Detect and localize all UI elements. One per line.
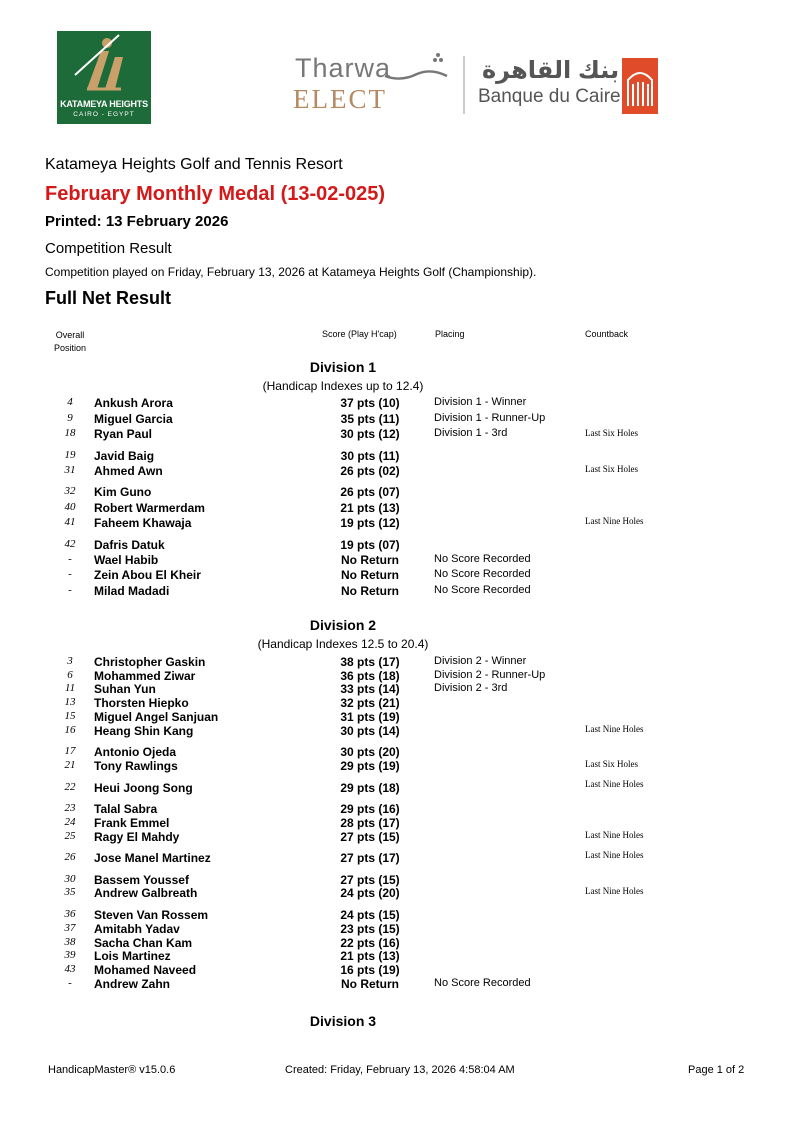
score: 21 pts (13) xyxy=(340,501,400,515)
overall-position: 24 xyxy=(64,816,76,828)
countback: Last Six Holes xyxy=(585,428,638,438)
overall-position: 35 xyxy=(64,886,76,898)
result-row xyxy=(0,873,794,887)
player-name: Lois Martinez xyxy=(94,949,171,963)
overall-position: 17 xyxy=(64,745,76,757)
result-row xyxy=(0,669,794,683)
score: 30 pts (12) xyxy=(340,427,400,441)
result-row xyxy=(0,949,794,963)
overall-position: 6 xyxy=(67,669,73,681)
column-header-countback: Countback xyxy=(585,329,629,339)
overall-position: 36 xyxy=(64,908,76,920)
overall-position: 19 xyxy=(64,449,76,461)
score: 24 pts (20) xyxy=(340,886,400,900)
katameya-name: KATAMEYA HEIGHTS xyxy=(60,99,148,109)
tharwa-arabic-mark-icon xyxy=(381,52,451,84)
result-row xyxy=(0,485,794,499)
player-name: Mohammed Ziwar xyxy=(94,669,196,683)
overall-position: 40 xyxy=(64,501,76,513)
overall-position: - xyxy=(68,977,72,989)
overall-position: 41 xyxy=(64,516,76,528)
score: 27 pts (15) xyxy=(340,873,400,887)
player-name: Ahmed Awn xyxy=(94,464,163,478)
player-name: Amitabh Yadav xyxy=(94,922,180,936)
score: 28 pts (17) xyxy=(340,816,400,830)
score: 23 pts (15) xyxy=(340,922,400,936)
score: 29 pts (18) xyxy=(340,781,400,795)
result-row xyxy=(0,851,794,865)
result-row xyxy=(0,655,794,669)
overall-position: 23 xyxy=(64,802,76,814)
score: 33 pts (14) xyxy=(340,682,400,696)
score: 16 pts (19) xyxy=(340,963,400,977)
result-row xyxy=(0,538,794,552)
result-row xyxy=(0,886,794,900)
result-row xyxy=(0,516,794,530)
player-name: Bassem Youssef xyxy=(94,873,189,887)
overall-position: 37 xyxy=(64,922,76,934)
overall-position: 30 xyxy=(64,873,76,885)
overall-position: 15 xyxy=(64,710,76,722)
player-name: Ankush Arora xyxy=(94,396,173,410)
player-name: Milad Madadi xyxy=(94,584,170,598)
overall-position: 13 xyxy=(64,696,76,708)
result-row xyxy=(0,830,794,844)
overall-position: - xyxy=(68,553,72,565)
score: 35 pts (11) xyxy=(340,412,400,426)
score: No Return xyxy=(341,977,399,991)
countback: Last Six Holes xyxy=(585,464,638,474)
score: No Return xyxy=(341,568,399,582)
score: 27 pts (15) xyxy=(340,830,400,844)
logo-divider xyxy=(463,56,465,114)
overall-position: 18 xyxy=(64,427,76,439)
division-title: Division 2 xyxy=(309,617,377,633)
score: 30 pts (11) xyxy=(340,449,400,463)
score: 29 pts (19) xyxy=(340,759,400,773)
player-name: Ryan Paul xyxy=(94,427,153,441)
player-name: Frank Emmel xyxy=(94,816,170,830)
score: 30 pts (14) xyxy=(340,724,400,738)
player-name: Mohamed Naveed xyxy=(94,963,197,977)
result-row xyxy=(0,501,794,515)
score: 27 pts (17) xyxy=(340,851,400,865)
result-row xyxy=(0,745,794,759)
countback: Last Six Holes xyxy=(585,759,638,769)
player-name: Heang Shin Kang xyxy=(94,724,194,738)
result-row xyxy=(0,553,794,567)
placing: Division 1 - Winner xyxy=(434,396,527,408)
countback: Last Nine Holes xyxy=(585,830,644,840)
division-subtitle: (Handicap Indexes up to 12.4) xyxy=(262,379,424,393)
tharwa-line2: ELECT xyxy=(293,84,387,114)
competition-played-info: Competition played on Friday, February 13, 2026 at Katameya Heights Golf (Championship). xyxy=(45,265,537,279)
result-row xyxy=(0,449,794,463)
score: 26 pts (07) xyxy=(340,485,400,499)
player-name: Andrew Zahn xyxy=(94,977,171,991)
result-row xyxy=(0,816,794,830)
overall-position: 38 xyxy=(64,936,76,948)
result-row xyxy=(0,682,794,696)
tharwa-line1: Tharwa xyxy=(295,53,392,83)
bank-arabic-name: بنك القاهرة xyxy=(482,57,620,84)
result-row xyxy=(0,412,794,426)
footer-page-number: Page 1 of 2 xyxy=(688,1064,745,1076)
footer-software: HandicapMaster® v15.0.6 xyxy=(48,1064,176,1076)
overall-position: 25 xyxy=(64,830,76,842)
column-header-score: Score (Play H'cap) xyxy=(322,329,397,339)
section-title: Full Net Result xyxy=(45,288,172,308)
player-name: Dafris Datuk xyxy=(94,538,165,552)
player-name: Wael Habib xyxy=(94,553,159,567)
result-row xyxy=(0,977,794,991)
placing: Division 1 - Runner-Up xyxy=(434,412,546,424)
player-name: Antonio Ojeda xyxy=(94,745,176,759)
result-row xyxy=(0,759,794,773)
division-subtitle: (Handicap Indexes 12.5 to 20.4) xyxy=(257,637,429,651)
printed-date: Printed: 13 February 2026 xyxy=(45,213,229,230)
result-row xyxy=(0,710,794,724)
score: 26 pts (02) xyxy=(340,464,400,478)
countback: Last Nine Holes xyxy=(585,779,644,789)
player-name: Jose Manel Martinez xyxy=(94,851,211,865)
countback: Last Nine Holes xyxy=(585,850,644,860)
result-row xyxy=(0,922,794,936)
placing: No Score Recorded xyxy=(434,584,531,596)
player-name: Tony Rawlings xyxy=(94,759,178,773)
player-name: Miguel Angel Sanjuan xyxy=(94,710,219,724)
overall-position: 11 xyxy=(64,682,76,694)
overall-position: 43 xyxy=(64,963,76,975)
score: 24 pts (15) xyxy=(340,908,400,922)
score: 19 pts (12) xyxy=(340,516,400,530)
overall-position: 9 xyxy=(67,412,73,424)
result-row xyxy=(0,802,794,816)
player-name: Miguel Garcia xyxy=(94,412,173,426)
katameya-heights-logo xyxy=(57,31,151,124)
player-name: Javid Baig xyxy=(94,449,155,463)
player-name: Kim Guno xyxy=(94,485,152,499)
player-name: Ragy El Mahdy xyxy=(94,830,180,844)
player-name: Faheem Khawaja xyxy=(94,516,192,530)
result-row xyxy=(0,396,794,410)
overall-position: 4 xyxy=(67,396,73,408)
overall-position: - xyxy=(68,584,72,596)
bank-english-name: Banque du Caire xyxy=(478,86,621,107)
score: 37 pts (10) xyxy=(340,396,400,410)
banque-du-caire-logo xyxy=(476,54,661,116)
result-row xyxy=(0,464,794,478)
overall-position: 3 xyxy=(67,655,73,667)
placing: Division 1 - 3rd xyxy=(434,427,508,439)
placing: Division 2 - Winner xyxy=(434,655,527,667)
player-name: Robert Warmerdam xyxy=(94,501,205,515)
player-name: Zein Abou El Kheir xyxy=(94,568,201,582)
competition-result-label: Competition Result xyxy=(45,240,172,257)
player-name: Christopher Gaskin xyxy=(94,655,206,669)
overall-position: 39 xyxy=(64,949,76,961)
score: No Return xyxy=(341,553,399,567)
result-row xyxy=(0,781,794,795)
overall-position: 26 xyxy=(64,851,76,863)
result-row xyxy=(0,963,794,977)
result-row xyxy=(0,427,794,441)
division-title: Division 1 xyxy=(309,359,377,375)
score: 30 pts (20) xyxy=(340,745,400,759)
column-header-placing: Placing xyxy=(435,329,465,339)
division-title: Division 3 xyxy=(309,1013,377,1029)
player-name: Thorsten Hiepko xyxy=(94,696,189,710)
overall-position: 31 xyxy=(64,464,76,476)
tharwa-elect-logo xyxy=(293,50,453,120)
player-name: Talal Sabra xyxy=(94,802,158,816)
score: 31 pts (19) xyxy=(340,710,400,724)
placing: No Score Recorded xyxy=(434,977,531,989)
competition-title: February Monthly Medal (13-02-025) xyxy=(45,183,386,205)
score: 29 pts (16) xyxy=(340,802,400,816)
result-row xyxy=(0,584,794,598)
result-row xyxy=(0,696,794,710)
overall-position: 22 xyxy=(64,781,76,793)
overall-position: 42 xyxy=(64,538,76,550)
overall-position: 32 xyxy=(64,485,76,497)
player-name: Steven Van Rossem xyxy=(94,908,209,922)
countback: Last Nine Holes xyxy=(585,886,644,896)
placing: No Score Recorded xyxy=(434,568,531,580)
golfer-emblem-icon xyxy=(57,31,151,99)
countback: Last Nine Holes xyxy=(585,724,644,734)
player-name: Suhan Yun xyxy=(94,682,156,696)
result-row xyxy=(0,568,794,582)
resort-name: Katameya Heights Golf and Tennis Resort xyxy=(45,156,343,173)
result-row xyxy=(0,724,794,738)
footer-created: Created: Friday, February 13, 2026 4:58:04 AM xyxy=(285,1064,515,1076)
result-row xyxy=(0,936,794,950)
countback: Last Nine Holes xyxy=(585,516,644,526)
score: 21 pts (13) xyxy=(340,949,400,963)
placing: Division 2 - 3rd xyxy=(434,682,508,694)
player-name: Andrew Galbreath xyxy=(94,886,198,900)
score: 36 pts (18) xyxy=(340,669,400,683)
placing: No Score Recorded xyxy=(434,553,531,565)
score: 22 pts (16) xyxy=(340,936,400,950)
overall-position: 16 xyxy=(64,724,76,736)
score: No Return xyxy=(341,584,399,598)
player-name: Sacha Chan Kam xyxy=(94,936,193,950)
result-row xyxy=(0,908,794,922)
player-name: Heui Joong Song xyxy=(94,781,193,795)
score: 19 pts (07) xyxy=(340,538,400,552)
katameya-subtitle: CAIRO - EGYPT xyxy=(73,111,135,118)
placing: Division 2 - Runner-Up xyxy=(434,669,546,681)
score: 32 pts (21) xyxy=(340,696,400,710)
column-header-overall-position: Overall Position xyxy=(53,330,87,353)
overall-position: 21 xyxy=(64,759,76,771)
overall-position: - xyxy=(68,568,72,580)
score: 38 pts (17) xyxy=(340,655,400,669)
bank-arch-icon xyxy=(622,58,658,114)
